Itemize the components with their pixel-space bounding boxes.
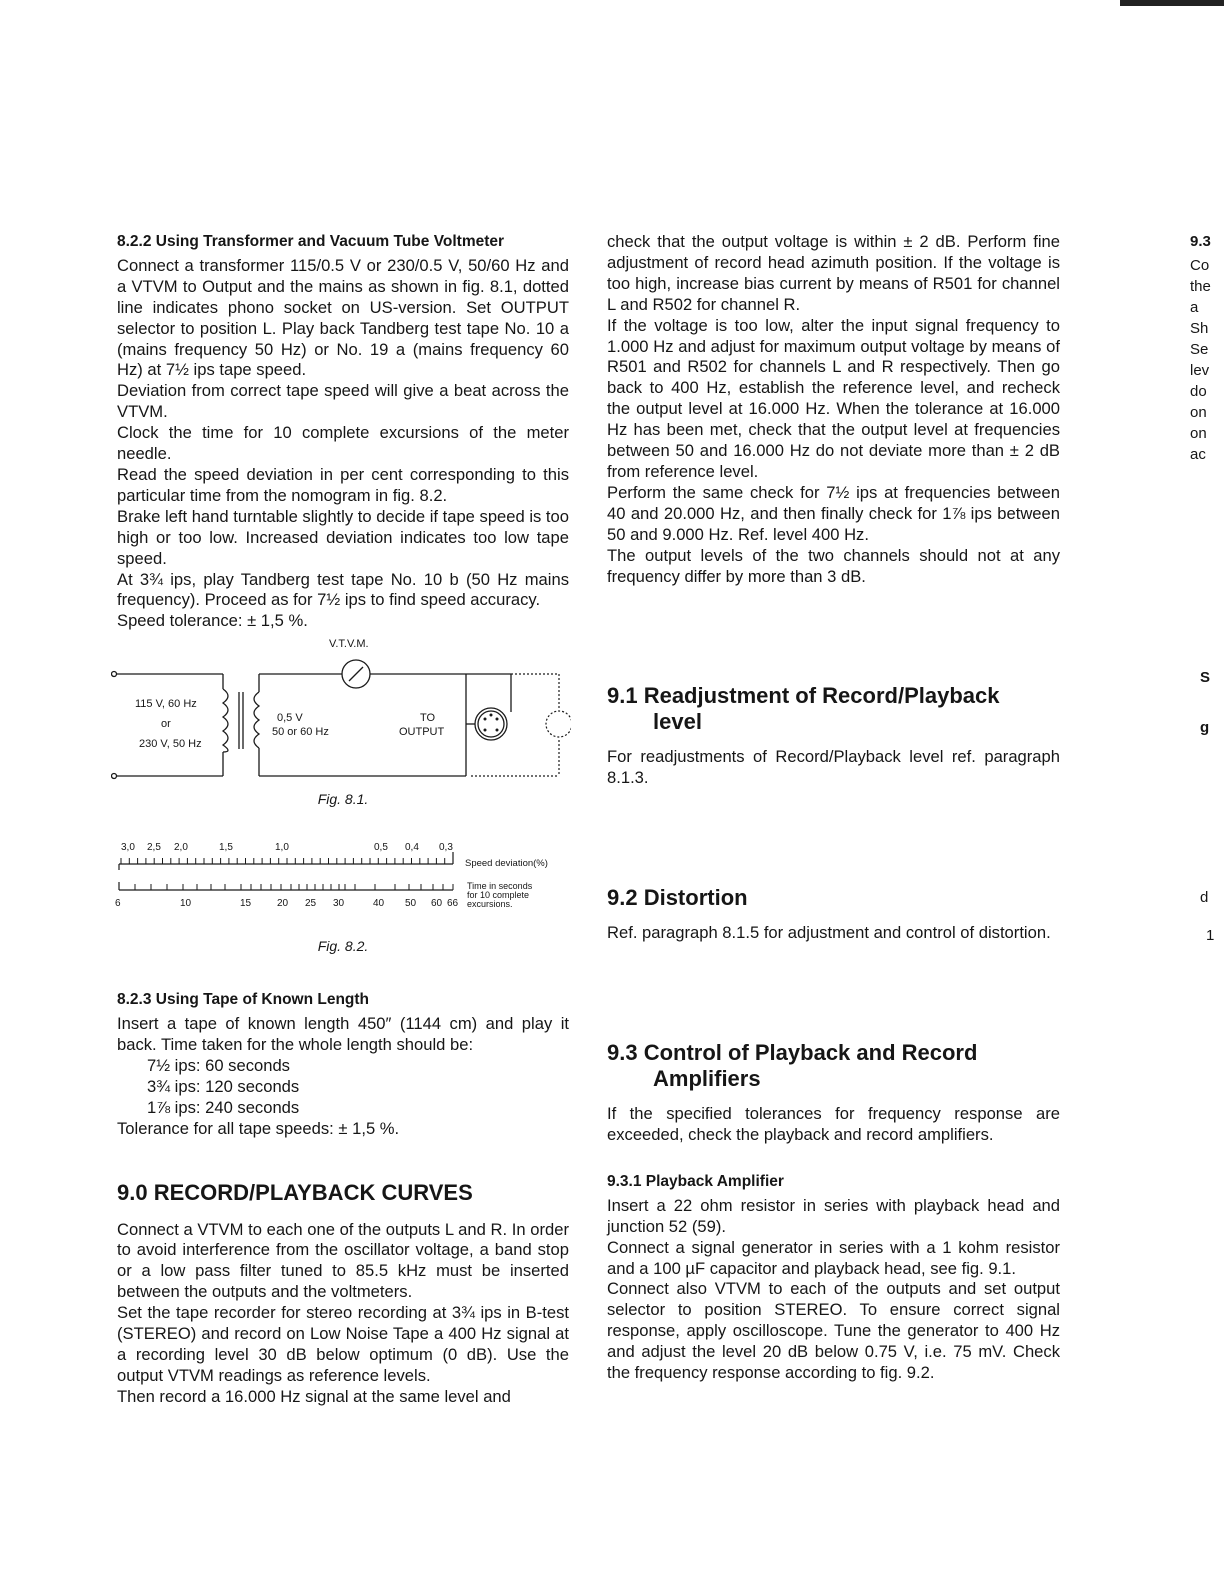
edge-text: d [1200, 889, 1209, 906]
tick-label: 0,5 [374, 842, 388, 854]
tick-label: 6 [115, 898, 121, 910]
tick-label: 50 [405, 898, 417, 910]
tick-label: 30 [333, 898, 345, 910]
heading-line: level [653, 709, 702, 735]
paragraph: check that the output voltage is within ± 2 dB. Perform fine adjustment of record head azimuth position. If the voltage is too high, increase bias current by means of R501 for channel L and R502 for channel R. [607, 232, 1060, 314]
speed-line: 3¾ ips: 120 seconds [147, 1076, 300, 1096]
paragraph: Tolerance for all tape speeds: ± 1,5 %. [117, 1118, 400, 1138]
edge-text: Se [1190, 341, 1209, 358]
paragraph: Connect a transformer 115/0.5 V or 230/0.5 V, 50/60 Hz and a VTVM to Output and the mains as shown in fig. 8.1, dotted line indicates phono socket on US-version. Set OUTPUT selector to position L. Play back Tandberg test tape No. 10 a (mains frequency 50 Hz) or No. 19 a (mains frequency 60 Hz) at 7½ ips tape speed. [117, 255, 569, 380]
edge-text: Sh [1190, 320, 1209, 337]
heading-9-3 [607, 1040, 1060, 1092]
edge-text: ac [1190, 446, 1206, 463]
tick-label: 25 [305, 898, 317, 910]
heading-line: Amplifiers [653, 1066, 761, 1092]
page-edge-bar [1120, 0, 1224, 6]
mains-label-3: 230 V, 50 Hz [139, 738, 202, 751]
edge-text: on [1190, 425, 1207, 442]
edge-text: g [1200, 719, 1210, 736]
secondary-label-2: 50 or 60 Hz [272, 726, 329, 739]
heading-9-1 [607, 683, 1060, 735]
tick-label: 2,0 [174, 842, 188, 854]
edge-text: lev [1190, 362, 1210, 379]
vtvm-label: V.T.V.M. [329, 638, 369, 651]
edge-text: 9.3 [1190, 233, 1211, 250]
figure-8-2 [117, 840, 577, 960]
tick-label: 0,3 [439, 842, 453, 854]
left-column [117, 232, 569, 1408]
paragraph: Connect a VTVM to each one of the outputs L and R. In order to avoid interference from the oscillator voltage, a band stop or a low pass filter tuned to 85.5 kHz must be inserted between the outputs and the voltmeters. [117, 1219, 569, 1302]
paragraph: If the specified tolerances for frequency response are exceeded, check the playback and record amplifiers. [607, 1104, 1060, 1145]
heading-9-2: 9.2 Distortion [607, 885, 748, 911]
mains-label-1: 115 V, 60 Hz [135, 698, 197, 711]
heading-8-2-2: 8.2.2 Using Transformer and Vacuum Tube Voltmeter [117, 233, 505, 250]
tick-label: 20 [277, 898, 289, 910]
paragraph: For readjustments of Record/Playback level ref. paragraph 8.1.3. [607, 747, 1060, 788]
edge-text: S [1200, 669, 1211, 686]
output-label-1: TO [420, 712, 436, 725]
tick-label: 40 [373, 898, 385, 910]
heading-line: 9.1 Readjustment of Record/Playback [607, 683, 1000, 709]
edge-text: 1 [1206, 927, 1215, 944]
speed-line: 1⅞ ips: 240 seconds [147, 1097, 300, 1117]
edge-text: Co [1190, 257, 1210, 274]
paragraph: If the voltage is too low, alter the input signal frequency to 1.000 Hz and adjust for maximum output voltage by means of R501 and R502 for channels L and R respectively. Then go back to 400 Hz, establish the reference level, and recheck the output level at 16.000 Hz. When the tolerance at 16.000 Hz has been met, check that the output level at frequencies between 50 and 16.000 Hz do not deviate more than ± 2 dB from reference level. [607, 315, 1060, 481]
tick-label: 60 [431, 898, 443, 910]
axis-label: for 10 complete [467, 890, 530, 901]
tick-label: 15 [240, 898, 252, 910]
paragraph: Ref. paragraph 8.1.5 for adjustment and control of distortion. [607, 923, 1051, 943]
axis-label: Speed deviation(%) [465, 858, 548, 870]
tick-label: 1,0 [275, 842, 289, 854]
heading-9-0: 9.0 RECORD/PLAYBACK CURVES [117, 1179, 473, 1205]
paragraph: Perform the same check for 7½ ips at frequencies between 40 and 20.000 Hz, and then finally check for 1⅞ ips between 50 and 9.000 Hz. Ref. level 400 Hz. [607, 482, 1060, 544]
tick-label: 0,4 [405, 842, 419, 854]
mains-label-2: or [161, 718, 171, 731]
tick-label: 3,0 [121, 842, 135, 854]
edge-text: do [1190, 383, 1207, 400]
paragraph: Insert a tape of known length 450″ (1144 cm) and play it back. Time taken for the whole length should be: [117, 1014, 569, 1055]
paragraph: Connect also VTVM to each of the outputs and set output selector to position STEREO. To ensure correct signal response, apply oscilloscope. Tune the generator to 400 Hz and adjust the level 20 dB below 0.75 V, i.e. 75 mV. Check the frequency response according to fig. 9.2. [607, 1279, 1060, 1383]
heading-9-3-1: 9.3.1 Playback Amplifier [607, 1172, 784, 1190]
output-label-2: OUTPUT [399, 726, 445, 739]
paragraph: The output levels of the two channels should not at any frequency differ by more than 3 dB. [607, 545, 1060, 586]
paragraph: Read the speed deviation in per cent corresponding to this particular time from the nomogram in fig. 8.2. [117, 464, 569, 505]
tick-label: 10 [180, 898, 192, 910]
axis-label: excursions. [467, 899, 513, 910]
paragraph: Insert a 22 ohm resistor in series with playback head and junction 52 (59). [607, 1195, 1060, 1236]
edge-text: on [1190, 404, 1207, 421]
figure-caption: Fig. 8.1. [317, 791, 369, 808]
figure-caption: Fig. 8.2. [317, 938, 369, 955]
heading-8-2-3: 8.2.3 Using Tape of Known Length [117, 991, 370, 1009]
tick-label: 66 [447, 898, 459, 910]
middle-column [607, 232, 1060, 1384]
heading-line: 9.3 Control of Playback and Record [607, 1040, 978, 1066]
secondary-label-1: 0,5 V [277, 712, 303, 725]
tick-label: 1,5 [219, 842, 233, 854]
paragraph: At 3¾ ips, play Tandberg test tape No. 10 b (50 Hz mains frequency). Proceed as for 7½ ips to find speed accuracy. [117, 569, 569, 610]
speed-line: 7½ ips: 60 seconds [147, 1055, 290, 1075]
paragraph: Connect a signal generator in series with a 1 kohm resistor and a 100 µF capacitor and playback head, see fig. 9.1. [607, 1237, 1060, 1278]
paragraph: Brake left hand turntable slightly to decide if tape speed is too high or too low. Increased deviation indicates too low tape speed. [117, 506, 570, 568]
axis-label: Time in seconds [467, 881, 533, 892]
paragraph: Then record a 16.000 Hz signal at the same level and [117, 1386, 511, 1406]
paragraph: Set the tape recorder for stereo recording at 3¾ ips in B-test (STEREO) and record on Low Noise Tape a 400 Hz signal at a recording level 30 dB below optimum (0 dB). Use the output VTVM readings as reference levels. [117, 1303, 569, 1385]
edge-text: a [1190, 299, 1199, 316]
paragraph: Deviation from correct tape speed will give a beat across the VTVM. [117, 381, 569, 422]
edge-text: the [1190, 278, 1211, 295]
tick-label: 2,5 [147, 842, 161, 854]
speed-tolerance: Speed tolerance: ± 1,5 %. [117, 611, 308, 631]
paragraph: Clock the time for 10 complete excursions of the meter needle. [117, 423, 569, 464]
figure-8-1 [117, 634, 577, 814]
